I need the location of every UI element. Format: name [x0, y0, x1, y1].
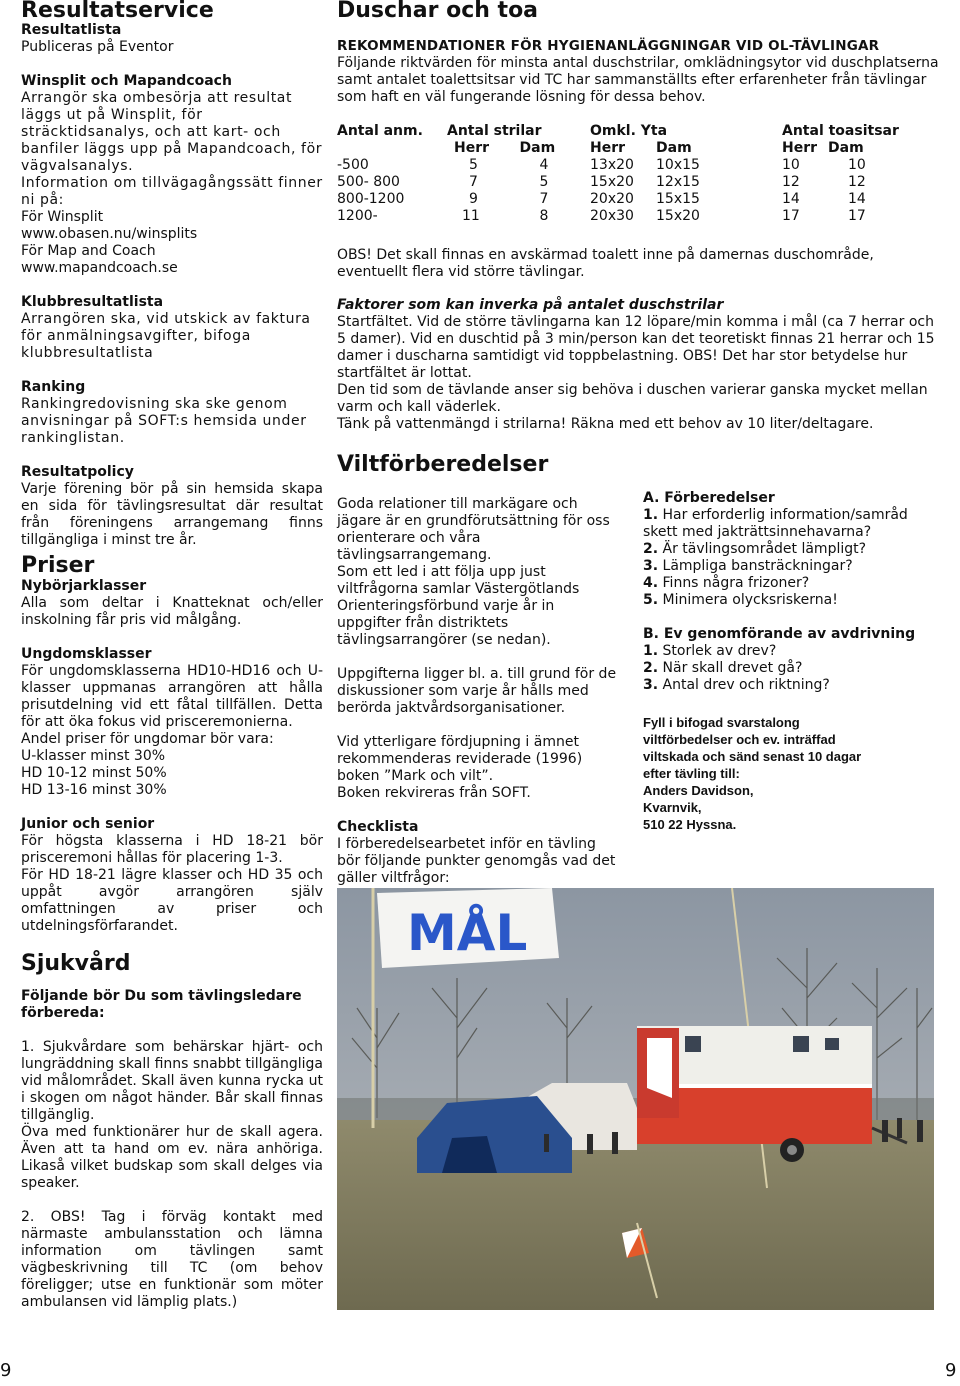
junior-heading: Junior och senior [21, 816, 155, 832]
col-antal-anm: Antal anm. [337, 123, 423, 139]
b-list [643, 643, 933, 694]
table-cell: 17 [848, 208, 866, 224]
table-cell: 800-1200 [337, 191, 405, 207]
table-cell: 14 [848, 191, 866, 207]
fyll-line: Fyll i bifogad svarstalong [643, 715, 800, 730]
fyll-line: Anders Davidson, [643, 783, 754, 798]
table-cell: 10 [848, 157, 866, 173]
sub-herr: Herr [590, 140, 626, 156]
resultatlista-heading: Resultatlista [21, 22, 122, 38]
resultatservice-title: Resultatservice [21, 0, 214, 23]
nyborjar-text: Alla som deltar i Knatteknat och/eller inskolning får pris vid målgång. [21, 595, 323, 628]
ungdom-hd1316-text: HD 13-16 minst 30% [21, 782, 167, 798]
winsplit-link[interactable]: www.obasen.nu/winsplits [21, 226, 198, 242]
list-item: 3. Antal drev och riktning? [643, 677, 830, 693]
policy-heading: Resultatpolicy [21, 464, 134, 480]
rek-heading: REKOMMENDATIONER FÖR HYGIENANLÄGGNINGAR VID OL-TÄVLINGAR [337, 38, 880, 54]
vilt-para-5: Boken rekvireras från SOFT. [337, 785, 531, 801]
table-cell: 20x30 [590, 208, 634, 224]
table-cell: 14 [782, 191, 800, 207]
checklista-text: I förberedelsearbetet inför en tävling bör följande punkter genomgås vad det gäller viltfrågor: [337, 836, 616, 886]
table-cell: 9 [469, 191, 478, 207]
info-text: Information om tillvägagångssätt finner ni på: [21, 175, 323, 208]
a-list [643, 507, 933, 609]
fyll-block [643, 714, 933, 833]
finish-area-photo [337, 888, 934, 1310]
table-cell: 17 [782, 208, 800, 224]
klubb-heading: Klubbresultatlista [21, 294, 164, 310]
rek-text: Följande riktvärden för minsta antal duschstrilar, omklädningsytor vid duschplatserna samt antalet toalettsitsar vid TC har sammanställts efter erfarenheter från tävlingar som haft en väl fungerande lösning för dessa behov. [337, 55, 939, 105]
fyll-line: Kvarnvik, [643, 800, 702, 815]
winsplit-heading: Winsplit och Mapandcoach [21, 73, 232, 89]
ungdom-text: För ungdomsklasserna HD10-HD16 och U-klasser uppmanas arrangören att hålla prisutdelning vid ett fåtal tillfällen. Detta för att öka fokus vid prisceremonierna. [21, 663, 323, 730]
for-mapcoach-label: För Map and Coach [21, 243, 156, 259]
table-cell: 500- 800 [337, 174, 400, 190]
list-item: 2. När skall drevet gå? [643, 660, 803, 676]
ranking-text: Rankingredovisning ska ske genom anvisningar på SOFT:s hemsida under rankinglistan. [21, 396, 307, 446]
fyll-line: efter tävling till: [643, 766, 740, 781]
table-cell: 5 [469, 157, 478, 173]
vilt-para-3: Uppgifterna ligger bl. a. till grund för de diskussioner som varje år hålls med berörda jaktvårdsorganisationer. [337, 666, 617, 716]
sjukvard-para-1b: Öva med funktionärer hur de skall agera. Även att ta hand om ev. nära anhöriga. Likaså vilket budskap som skall delges via speaker. [21, 1124, 323, 1191]
table-cell: 8 [539, 208, 549, 224]
for-winsplit-label: För Winsplit [21, 209, 104, 225]
fyll-line: 510 22 Hyssna. [643, 817, 737, 832]
page-number-right: 9 [945, 1360, 957, 1381]
list-item: 1. Storlek av drev? [643, 643, 777, 659]
fyll-line: viltskada och sänd senast 10 dagar [643, 749, 862, 764]
list-item: 2. Är tävlingsområdet lämpligt? [643, 541, 867, 557]
obs-text: OBS! Det skall finnas en avskärmad toalett inne på damernas duschområde, eventuellt flera vid större tävlingar. [337, 247, 874, 280]
list-item: 1. Har erforderlig information/samråd skett med jakträttsinnehavarna? [643, 507, 908, 540]
mapcoach-link[interactable]: www.mapandcoach.se [21, 260, 178, 276]
table-row [337, 208, 899, 225]
table-cell: 1200- [337, 208, 378, 224]
vilt-left-column [337, 496, 622, 887]
faktorer-text-3: Tänk på vattenmängd i strilarna! Räkna med ett behov av 10 liter/deltagare. [337, 416, 874, 432]
table-cell: 4 [539, 157, 549, 173]
table-row [337, 157, 899, 174]
col-omkl-yta: Omkl. Yta [590, 123, 668, 139]
junior-text-2: För HD 18-21 lägre klasser och HD 35 och uppåt avgör arrangören själv omfattningen av priser och utdelningsförfarandet. [21, 867, 323, 934]
banner-text: MÅL [407, 904, 528, 962]
table-cell: 12 [782, 174, 800, 190]
winsplit-text: Arrangör ska ombesörja att resultat läggs ut på Winsplit, för sträcktidsanalys, och att kart- och banfiler läggs upp på Mapandcoach, för vägvalsanalys. [21, 90, 323, 174]
table-cell: 15x20 [656, 208, 700, 224]
policy-text: Varje förening bör på sin hemsida skapa en sida för tävlingsresultat där resultat från föreningens arrangemang finns tillgängliga i minst tre år. [21, 481, 323, 548]
table-cell: 12 [848, 174, 866, 190]
ungdom-priser-text: Andel priser för ungdomar bör vara: [21, 731, 274, 747]
page-number-left: 9 [0, 1360, 12, 1381]
sub-dam: Dam [656, 140, 692, 156]
sjukvard-para-1: 1. Sjukvårdare som behärskar hjärt- och lungräddning skall finns snabbt tillgängliga vid målområdet. Skall även kunna rycka ut i skogen om något händer. Bår skall finnas tillgänglig. [21, 1039, 323, 1123]
duschar-title: Duschar och toa [337, 0, 539, 23]
table-cell: 20x20 [590, 191, 634, 207]
table-row [337, 191, 899, 208]
resultatlista-text: Publiceras på Eventor [21, 39, 174, 55]
list-item: 4. Finns några frizoner? [643, 575, 810, 591]
col-antal-toa: Antal toasitsar [782, 123, 899, 139]
list-item: 5. Minimera olycksriskerna! [643, 592, 838, 608]
table-cell: 5 [539, 174, 549, 190]
table-cell: 7 [469, 174, 478, 190]
table-cell: 13x20 [590, 157, 634, 173]
ungdom-heading: Ungdomsklasser [21, 646, 152, 662]
junior-text-1: För högsta klasserna i HD 18-21 bör prisceremoni hållas för placering 1-3. [21, 833, 323, 866]
sjukvard-para-2: 2. OBS! Tag i förväg kontakt med närmaste ambulansstation och lämna information om tävlingen samt vägbeskrivning till TC (om behov föreligger; utse en funktionär som möter ambulansen vid lämplig plats.) [21, 1209, 323, 1310]
vilt-para-2: Som ett led i att följa upp just viltfrågorna samlar Västergötlands Orienteringsförbund varje år in uppgifter från distriktets tävlingsarrangörer (se nedan). [337, 564, 580, 648]
col-antal-strilar: Antal strilar [447, 123, 542, 139]
sjukvard-title: Sjukvård [21, 951, 131, 976]
vilt-para-4: Vid ytterligare fördjupning i ämnet rekommenderas reviderade (1996) boken ”Mark och vilt”. [337, 734, 583, 784]
ungdom-u-text: U-klasser minst 30% [21, 748, 166, 764]
checklista-heading: Checklista [337, 819, 419, 835]
a-heading: A. Förberedelser [643, 490, 775, 506]
klubb-text: Arrangören ska, vid utskick av faktura för anmälningsavgifter, bifoga klubbresultatlista [21, 311, 311, 361]
table-cell: 7 [539, 191, 549, 207]
priser-title: Priser [21, 553, 95, 578]
faktorer-text-2: Den tid som de tävlande anser sig behöva i duschen varierar ganska mycket mellan varm och kall väderlek. [337, 382, 928, 415]
sub-herr: Herr [454, 140, 490, 156]
left-column [21, 0, 323, 1311]
faktorer-heading: Faktorer som kan inverka på antalet duschstrilar [337, 297, 724, 313]
table-cell: 10x15 [656, 157, 700, 173]
ungdom-hd1012-text: HD 10-12 minst 50% [21, 765, 167, 781]
table-cell: -500 [337, 157, 369, 173]
vilt-para-1: Goda relationer till markägare och jägare är en grundförutsättning för oss orienterare och våra tävlingsarrangemang. [337, 496, 610, 563]
table-cell: 10 [782, 157, 800, 173]
table-cell: 15x20 [590, 174, 634, 190]
ranking-heading: Ranking [21, 379, 86, 395]
list-item: 3. Lämpliga bansträckningar? [643, 558, 853, 574]
sub-dam: Dam [519, 140, 556, 156]
b-heading: B. Ev genomförande av avdrivning [643, 626, 916, 642]
table-cell: 11 [462, 208, 480, 224]
table-cell: 15x15 [656, 191, 700, 207]
vilt-right-column [643, 490, 933, 833]
sub-herr: Herr [782, 140, 818, 156]
faktorer-text: Startfältet. Vid de större tävlingarna kan 12 löpare/min komma i mål (ca 7 herrar och 5 damer). Vid en duschtid på 3 min/person kan det teoretiskt finnas 21 herrar och 15 damer i duscharna samtidigt vid toppbelastning. OBS! Det har stor betydelse hur startfältet är lottat. [337, 314, 935, 381]
table-row [337, 174, 899, 191]
right-column [337, 0, 947, 433]
nyborjar-heading: Nybörjarklasser [21, 578, 147, 594]
vilt-title: Viltförberedelser [337, 452, 549, 477]
table-cell: 12x15 [656, 174, 700, 190]
sub-dam: Dam [828, 140, 864, 156]
hygien-table [337, 123, 899, 225]
sjukvard-heading: Följande bör Du som tävlingsledare förbereda: [21, 988, 302, 1021]
fyll-line: viltförbedelser och ev. inträffad [643, 732, 836, 747]
